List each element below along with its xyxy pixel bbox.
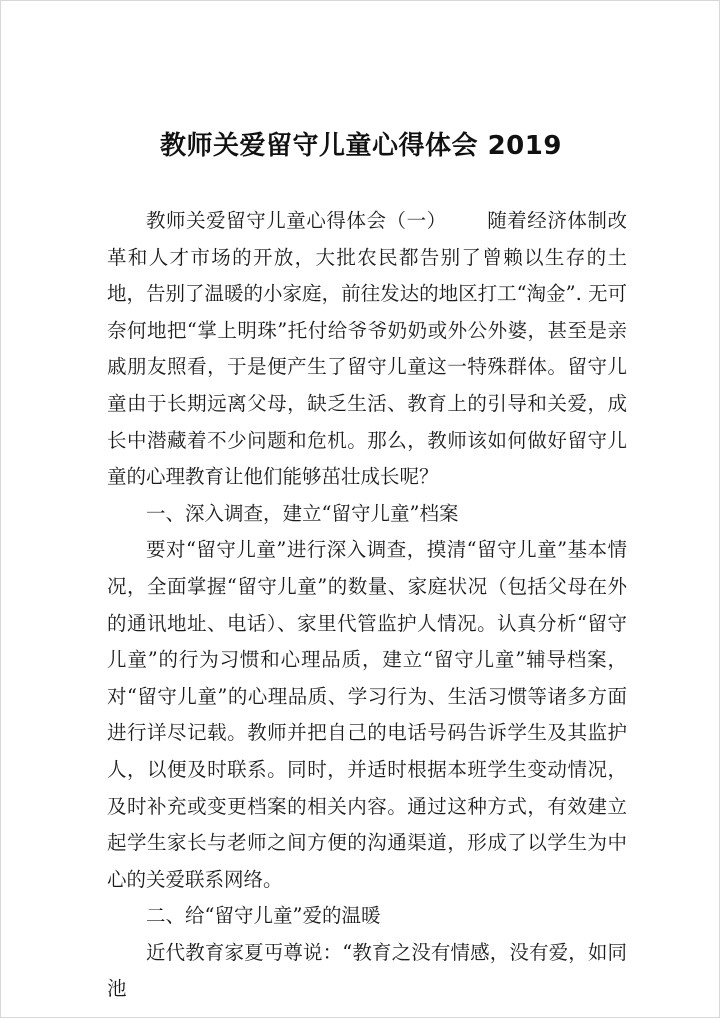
paragraph-section-1: 要对“留守儿童”进行深入调查，摸清“留守儿童”基本情况，全面掌握“留守儿童”的数量、家庭状况（包括父母在外的通讯地址、电话）、家里代管监护人情况。认真分析“留守儿童”的行为习惯和心理品质，建立“留守儿童”辅导档案，对“留守儿童”的心理品质、学习行为、生活习惯等诸多方面进行详尽记载。教师并把自己的电话号码告诉学生及其监护人，以便及时联系。同时，并适时根据本班学生变动情况，及时补充或变更档案的相关内容。通过这种方式，有效建立起学生家长与老师之间方便的沟通渠道，形成了以学生为中心的关爱联系网络。 xyxy=(107,538,627,891)
document-body xyxy=(107,203,627,1008)
intro-text: 随着经济体制改革和人才市场的开放，大批农民都告别了曾赖以生存的土地，告别了温暖的小家庭，前往发达的地区打工“淘金”. 无可奈何地把“掌上明珠”托付给爷爷奶奶或外公外婆，甚至是亲戚朋友照看，于是便产生了留守儿童这一特殊群体。留守儿童由于长期远离父母，缺乏生活、教育上的引导和关爱，成长中潜藏着不少问题和危机。那么，教师该如何做好留守儿童的心理教育让他们能够茁壮成长呢？ xyxy=(107,209,627,489)
section-heading-2: 二、给“留守儿童”爱的温暖 xyxy=(146,904,381,928)
document-title: 教师关爱留守儿童心得体会 2019 xyxy=(160,131,562,161)
section-heading-1: 一、深入调查，建立“留守儿童”档案 xyxy=(146,501,459,525)
paragraph-section-2: 近代教育家夏丏尊说：“教育之没有情感，没有爱，如同池 xyxy=(107,940,627,1001)
paragraph-intro xyxy=(107,203,627,496)
intro-lead: 教师关爱留守儿童心得体会（一） xyxy=(146,209,447,232)
